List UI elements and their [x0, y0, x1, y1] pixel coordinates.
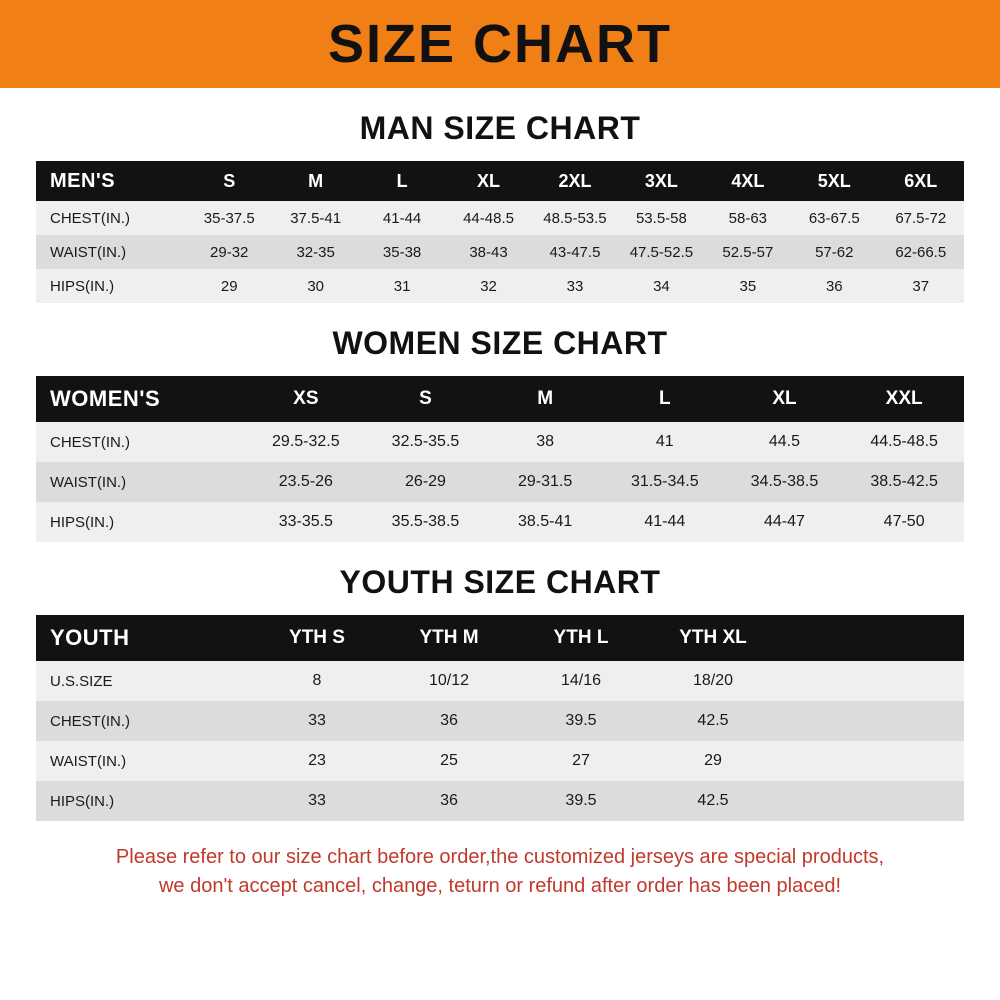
cell: 42.5 — [647, 701, 779, 741]
women-header-m: M — [485, 376, 605, 422]
cell: 30 — [272, 269, 358, 303]
cell: 37.5-41 — [272, 201, 358, 235]
men-section — [0, 110, 1000, 303]
cell: 33-35.5 — [246, 502, 366, 542]
cell: 32.5-35.5 — [366, 422, 486, 462]
cell: 42.5 — [647, 781, 779, 821]
cell: 14/16 — [515, 661, 647, 701]
youth-section-title: YOUTH SIZE CHART — [339, 564, 661, 600]
table-row — [36, 661, 964, 701]
cell-empty — [779, 781, 964, 821]
men-header-label: MEN'S — [36, 161, 186, 201]
cell: 8 — [251, 661, 383, 701]
youth-section — [0, 564, 1000, 821]
men-header-m: M — [272, 161, 358, 201]
cell: 29-31.5 — [485, 462, 605, 502]
cell: 37 — [878, 269, 965, 303]
cell-empty — [779, 741, 964, 781]
row-label: CHEST(IN.) — [36, 701, 251, 741]
men-header-3xl: 3XL — [618, 161, 704, 201]
table-row — [36, 269, 964, 303]
cell: 47-50 — [844, 502, 964, 542]
cell: 10/12 — [383, 661, 515, 701]
men-size-table — [36, 161, 964, 303]
cell: 25 — [383, 741, 515, 781]
men-header-l: L — [359, 161, 445, 201]
cell: 38-43 — [445, 235, 531, 269]
cell: 35.5-38.5 — [366, 502, 486, 542]
row-label: HIPS(IN.) — [36, 781, 251, 821]
youth-header-spacer — [779, 615, 964, 661]
women-size-table — [36, 376, 964, 542]
women-header-xxl: XXL — [844, 376, 964, 422]
cell: 31 — [359, 269, 445, 303]
men-header-2xl: 2XL — [532, 161, 618, 201]
cell: 58-63 — [705, 201, 791, 235]
cell: 29-32 — [186, 235, 272, 269]
table-header-row — [36, 161, 964, 201]
women-header-xl: XL — [725, 376, 845, 422]
men-header-5xl: 5XL — [791, 161, 877, 201]
cell: 47.5-52.5 — [618, 235, 704, 269]
cell: 26-29 — [366, 462, 486, 502]
cell: 33 — [251, 701, 383, 741]
cell: 35-38 — [359, 235, 445, 269]
footer-line-1: Please refer to our size chart before order,the customized jerseys are special products, — [115, 846, 885, 868]
women-header-l: L — [605, 376, 725, 422]
youth-header-s: YTH S — [251, 615, 383, 661]
table-header-row — [36, 376, 964, 422]
men-header-xl: XL — [445, 161, 531, 201]
cell: 27 — [515, 741, 647, 781]
row-label: HIPS(IN.) — [36, 269, 186, 303]
cell: 67.5-72 — [878, 201, 965, 235]
cell: 41 — [605, 422, 725, 462]
women-section — [0, 325, 1000, 542]
table-row — [36, 701, 964, 741]
row-label: U.S.SIZE — [36, 661, 251, 701]
cell: 36 — [383, 781, 515, 821]
cell: 33 — [532, 269, 618, 303]
cell: 32 — [445, 269, 531, 303]
table-row — [36, 201, 964, 235]
cell: 35 — [705, 269, 791, 303]
youth-header-m: YTH M — [383, 615, 515, 661]
table-row — [36, 502, 964, 542]
table-row — [36, 422, 964, 462]
youth-header-xl: YTH XL — [647, 615, 779, 661]
cell: 38.5-41 — [485, 502, 605, 542]
row-label: WAIST(IN.) — [36, 741, 251, 781]
cell: 31.5-34.5 — [605, 462, 725, 502]
cell: 23 — [251, 741, 383, 781]
page-banner — [0, 0, 1000, 88]
row-label: CHEST(IN.) — [36, 422, 246, 462]
cell: 52.5-57 — [705, 235, 791, 269]
cell: 44.5-48.5 — [844, 422, 964, 462]
youth-header-l: YTH L — [515, 615, 647, 661]
cell: 38.5-42.5 — [844, 462, 964, 502]
cell: 34.5-38.5 — [725, 462, 845, 502]
cell-empty — [779, 701, 964, 741]
cell: 43-47.5 — [532, 235, 618, 269]
table-header-row — [36, 615, 964, 661]
cell: 34 — [618, 269, 704, 303]
cell: 57-62 — [791, 235, 877, 269]
cell-empty — [779, 661, 964, 701]
cell: 29 — [647, 741, 779, 781]
cell: 23.5-26 — [246, 462, 366, 502]
cell: 62-66.5 — [878, 235, 965, 269]
footer-disclaimer — [24, 843, 976, 901]
cell: 36 — [383, 701, 515, 741]
page-title: SIZE CHART — [328, 14, 672, 74]
men-header-6xl: 6XL — [878, 161, 965, 201]
table-row — [36, 462, 964, 502]
women-header-s: S — [366, 376, 486, 422]
cell: 41-44 — [359, 201, 445, 235]
cell: 29 — [186, 269, 272, 303]
table-row — [36, 741, 964, 781]
cell: 48.5-53.5 — [532, 201, 618, 235]
women-section-title: WOMEN SIZE CHART — [332, 325, 668, 361]
footer-line-2: we don't accept cancel, change, teturn or refund after order has been placed! — [158, 875, 842, 897]
women-header-xs: XS — [246, 376, 366, 422]
row-label: WAIST(IN.) — [36, 462, 246, 502]
cell: 18/20 — [647, 661, 779, 701]
men-header-s: S — [186, 161, 272, 201]
table-row — [36, 781, 964, 821]
table-row — [36, 235, 964, 269]
cell: 63-67.5 — [791, 201, 877, 235]
cell: 41-44 — [605, 502, 725, 542]
cell: 39.5 — [515, 781, 647, 821]
cell: 35-37.5 — [186, 201, 272, 235]
men-section-title: MAN SIZE CHART — [359, 110, 641, 146]
row-label: WAIST(IN.) — [36, 235, 186, 269]
men-header-4xl: 4XL — [705, 161, 791, 201]
cell: 39.5 — [515, 701, 647, 741]
cell: 32-35 — [272, 235, 358, 269]
cell: 44-48.5 — [445, 201, 531, 235]
cell: 44.5 — [725, 422, 845, 462]
cell: 36 — [791, 269, 877, 303]
cell: 44-47 — [725, 502, 845, 542]
row-label: CHEST(IN.) — [36, 201, 186, 235]
youth-header-label: YOUTH — [36, 615, 251, 661]
youth-size-table — [36, 615, 964, 821]
row-label: HIPS(IN.) — [36, 502, 246, 542]
cell: 53.5-58 — [618, 201, 704, 235]
cell: 29.5-32.5 — [246, 422, 366, 462]
cell: 38 — [485, 422, 605, 462]
cell: 33 — [251, 781, 383, 821]
women-header-label: WOMEN'S — [36, 376, 246, 422]
